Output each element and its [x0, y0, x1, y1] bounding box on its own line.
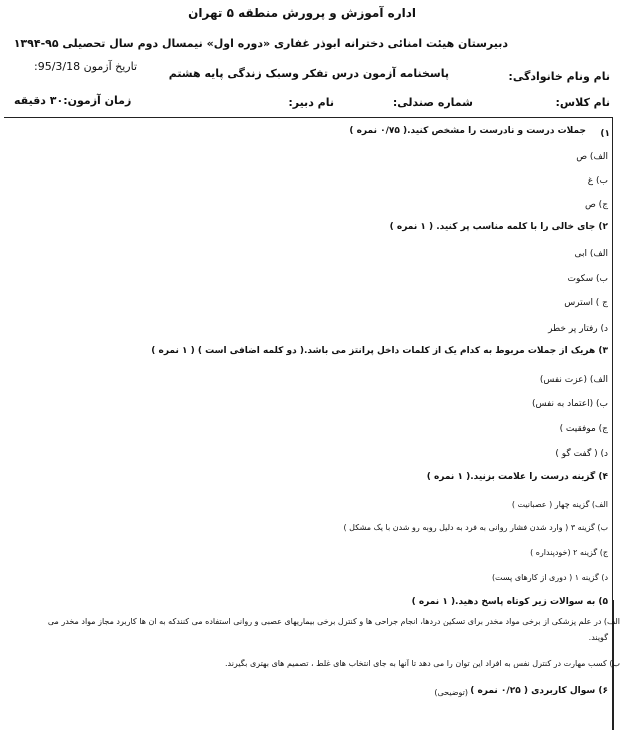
- question-5-answer-a: الف) در علم پزشکی از برخی مواد مخدر برای تسکین دردها، انجام جراحی ها و کنترل برخی بیماریهای عصبی و روانی استفاده می کنندکه به ان ها کاربرد مجاز مواد مخدر می: [47, 617, 620, 626]
- question-2-answer-d: د) رفتار پر خطر: [548, 324, 608, 334]
- header-divider: [4, 117, 612, 118]
- question-2-title: ۲) جای خالی را با کلمه مناسب پر کنید. ( ۱ نمره ): [389, 222, 608, 232]
- question-1-answer-b: ب) غ: [587, 176, 608, 186]
- question-4-answer-b: ب) گزینه ۳ ( وارد شدن فشار روانی به فرد به دلیل روبه رو شدن با یک مشکل ): [343, 523, 608, 532]
- header-duration: زمان آزمون:۳۰ دقیقه: [14, 94, 132, 107]
- question-4-answer-d: د) گزینه ۱ ( دوری از کارهای پست): [491, 573, 608, 582]
- header-teacher-name: نام دبیر:: [288, 96, 334, 109]
- question-3-answer-a: الف) (عزت نفس): [539, 375, 608, 385]
- question-1-title: جملات درست و نادرست را مشخص کنید.( ۰/۷۵ نمره ): [349, 126, 586, 136]
- header-office: اداره آموزش و پرورش منطقه ۵ تهران: [188, 6, 416, 20]
- question-1-answer-c: ج) ص: [584, 200, 608, 210]
- header-seat-number: شماره صندلی:: [392, 96, 473, 109]
- question-2-answer-a: الف) ابی: [574, 249, 608, 259]
- question-3-answer-c: ج) موفقیت ): [559, 424, 608, 434]
- header-exam-title: پاسخنامه آزمون درس تفکر وسبک زندگی پایه هشتم: [168, 67, 449, 80]
- question-5-answer-b: ب) کسب مهارت در کنترل نفس به افراد این توان را می دهد تا آنها به جای انتخاب های غلط ، تصمیم های بهتری بگیرند.: [224, 659, 620, 668]
- header-exam-date: تاریخ آزمون 95/3/18:: [34, 60, 138, 73]
- header-class-name: نام کلاس:: [555, 96, 610, 109]
- question-2-answer-c: ج ) استرس: [564, 298, 608, 308]
- question-4-answer-c: ج) گزینه ۲ (خودپنداره ): [530, 548, 608, 557]
- question-4-answer-a: الف) گزینه چهار ( عصبانیت ): [511, 500, 608, 509]
- question-3-answer-b: ب) (اعتماد به نفس): [532, 399, 608, 409]
- question-1-answer-a: الف) ص: [576, 152, 608, 162]
- question-5-answer-a-cont: گویند.: [588, 633, 608, 642]
- question-3-answer-d: د) ( گفت گو ): [555, 449, 608, 459]
- question-1-number: ۱): [600, 129, 610, 139]
- question-6-title: ۶) سوال کاربردی ( ۰/۲۵ نمره ): [470, 686, 608, 696]
- question-6-answer: (توضیحی): [434, 688, 468, 697]
- question-4-title: ۴) گزینه درست را علامت بزنید.( ۱ نمره ): [426, 472, 608, 482]
- header-family-name: نام ونام خانوادگی:: [508, 70, 610, 83]
- header-school: دبیرستان هیئت امنائی دخترانه ابوذر غفاری «دوره اول» نیمسال دوم سال تحصیلی ۹۵-۱۳۹۴: [13, 37, 508, 50]
- question-2-answer-b: ب) سکوت: [567, 274, 608, 284]
- question-3-title: ۳) هریک از جملات مربوط به کدام یک از کلمات داخل پرانتز می باشد.( دو کلمه اضافی است ) ( ۱ نمره ): [151, 346, 608, 356]
- question-5-title: ۵) به سوالات زیر کوتاه پاسخ دهید.( ۱ نمره ): [411, 597, 608, 607]
